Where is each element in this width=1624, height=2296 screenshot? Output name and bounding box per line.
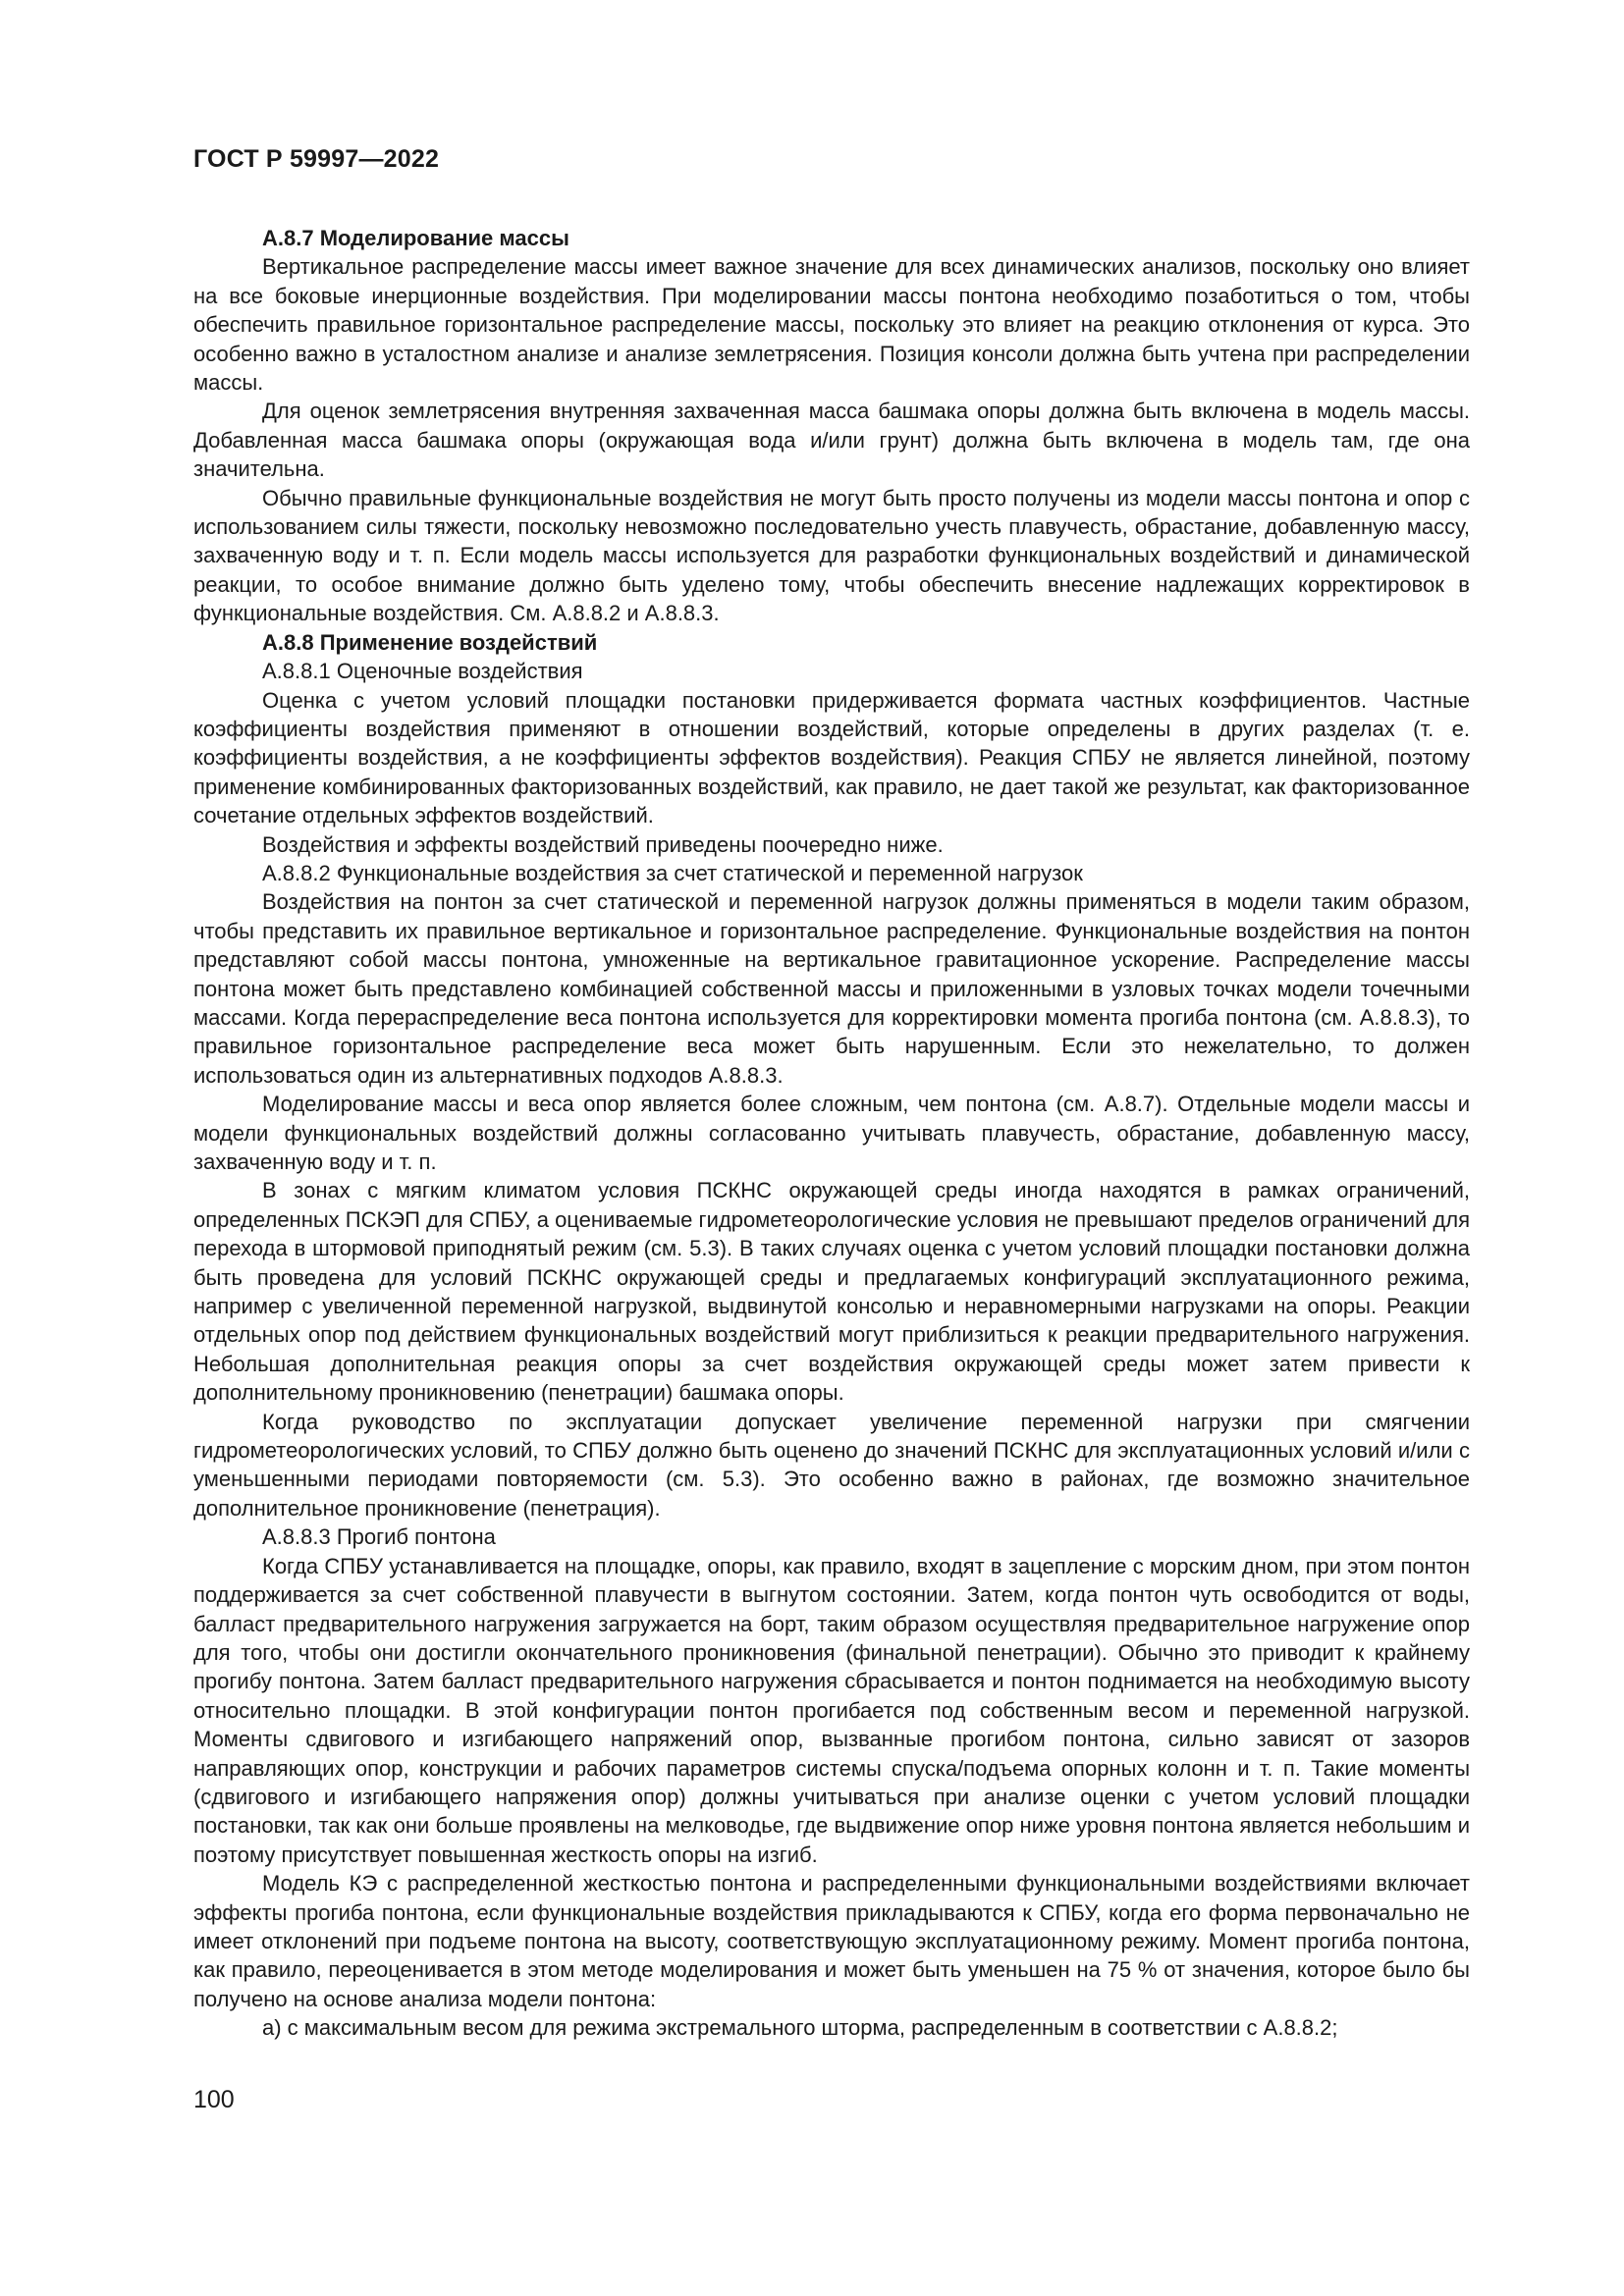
- paragraph: Когда СПБУ устанавливается на площадке, опоры, как правило, входят в зацепление с морским дном, при этом понтон поддерживается за счет собственной плавучести в выгнутом состоянии. Затем, когда понтон чуть освободится от воды, балласт предварительного нагружения загружается на борт, таким образом осуществляя предварительное нагружение опор для того, чтобы они достигли окончательного проникновения (финальной пенетрации). Обычно это приводит к крайнему прогибу понтона. Затем балласт предварительного нагружения сбрасывается и понтон поднимается на необходимую высоту относительно площадки. В этой конфигурации понтон прогибается под собственным весом и переменной нагрузкой. Моменты сдвигового и изгибающего напряжений опор, вызванные прогибом понтона, сильно зависят от зазоров направляющих опор, конструкции и рабочих параметров системы спуска/подъема опорных колонн и т. п. Такие моменты (сдвигового и изгибающего напряжения опор) должны учитываться при анализе оценки с учетом условий площадки постановки, так как они больше проявлены на мелководье, где выдвижение опор ниже уровня понтона является небольшим и поэтому присутствует повышенная жесткость опоры на изгиб.: [193, 1553, 1470, 1867]
- subsection-heading: А.8.8.2 Функциональные воздействия за счет статической и переменной нагрузок: [262, 860, 1083, 885]
- paragraph: В зонах с мягким климатом условия ПСКНС окружающей среды иногда находятся в рамках ограничений, определенных ПСКЭП для СПБУ, а оцениваемые гидрометеорологические условия не превышают пределов ограничений для перехода в штормовой приподнятый режим (см. 5.3). В таких случаях оценка с учетом условий площадки постановки должна быть проведена для условий ПСКНС окружающей среды и предлагаемых конфигураций эксплуатационного режима, например с увеличенной переменной нагрузкой, выдвинутой консолью и неравномерными нагрузками на опоры. Реакции отдельных опор под действием функциональных воздействий могут приблизиться к реакции предварительного нагружения. Небольшая дополнительная реакция опоры за счет воздействия окружающей среды может затем привести к дополнительному проникновению (пенетрации) башмака опоры.: [193, 1178, 1470, 1406]
- paragraph: Когда руководство по эксплуатации допускает увеличение переменной нагрузки при смягчении гидрометеорологических условий, то СПБУ должно быть оценено до значений ПСКНС для эксплуатационных условий и/или с уменьшенными периодами повторяемости (см. 5.3). Это особенно важно в районах, где возможно значительное дополнительное проникновение (пенетрация).: [193, 1409, 1470, 1521]
- paragraph: Моделирование массы и веса опор является более сложным, чем понтона (см. А.8.7). Отдельные модели массы и модели функциональных воздействий должны согласованно учитывать плавучесть, обрастание, добавленную массу, захваченную воду и т. п.: [193, 1092, 1470, 1174]
- subsection-heading: А.8.8.1 Оценочные воздействия: [262, 659, 583, 684]
- paragraph: Оценка с учетом условий площадки постановки придерживается формата частных коэффициентов. Частные коэффициенты воздействия применяют в отношении воздействий, которые определены в других разделах (т. е. коэффициенты воздействия, а не коэффициенты эффектов воздействия). Реакция СПБУ не является линейной, поэтому применение комбинированных факторизованных воздействий, как правило, не дает такой же результат, как факторизованное сочетание отдельных эффектов воздействий.: [193, 687, 1470, 828]
- section-heading: А.8.7 Моделирование массы: [262, 226, 569, 250]
- paragraph: Воздействия на понтон за счет статической и переменной нагрузок должны применяться в модели таким образом, чтобы представить их правильное вертикальное и горизонтальное распределение. Функциональные воздействия на понтон представляют собой массы понтона, умноженные на вертикальное гравитационное ускорение. Распределение массы понтона может быть представлено комбинацией собственной массы и приложенными в узловых точках модели точечными массами. Когда перераспределение веса понтона используется для корректировки момента прогиба понтона (см. А.8.8.3), то правильное горизонтальное распределение веса может быть нарушенным. Если это нежелательно, то должен использоваться один из альтернативных подходов А.8.8.3.: [193, 889, 1470, 1088]
- paragraph: Воздействия и эффекты воздействий приведены поочередно ниже.: [262, 831, 944, 857]
- subsection-heading: А.8.8.3 Прогиб понтона: [262, 1524, 496, 1550]
- document-header: ГОСТ Р 59997—2022: [193, 145, 440, 173]
- paragraph: Для оценок землетрясения внутренняя захваченная масса башмака опоры должна быть включена в модель массы. Добавленная масса башмака опоры (окружающая вода и/или грунт) должна быть включена в модель там, где она значительна.: [193, 399, 1470, 482]
- list-item: а) с максимальным весом для режима экстремального шторма, распределенным в соответствии с А.8.8.2;: [262, 2015, 1338, 2041]
- paragraph: Вертикальное распределение массы имеет важное значение для всех динамических анализов, поскольку оно влияет на все боковые инерционные воздействия. При моделировании массы понтона необходимо позаботиться о том, чтобы обеспечить правильное горизонтальное распределение массы, поскольку это влияет на реакцию отклонения от курса. Это особенно важно в усталостном анализе и анализе землетрясения. Позиция консоли должна быть учтена при распределении массы.: [193, 254, 1470, 396]
- section-heading: А.8.8 Применение воздействий: [262, 629, 598, 655]
- page-number: 100: [193, 2086, 235, 2113]
- paragraph: Обычно правильные функциональные воздействия не могут быть просто получены из модели массы понтона и опор с использованием силы тяжести, поскольку невозможно последовательно учесть плавучесть, обрастание, добавленную массу, захваченную воду и т. п. Если модель массы используется для разработки функциональных воздействий и динамической реакции, то особое внимание должно быть уделено тому, чтобы обеспечить внесение надлежащих корректировок в функциональные воздействия. См. А.8.8.2 и А.8.8.3.: [193, 485, 1470, 626]
- paragraph: Модель КЭ с распределенной жесткостью понтона и распределенными функциональными воздействиями включает эффекты прогиба понтона, если функциональные воздействия прикладываются к СПБУ, когда его форма первоначально не имеет отклонений при подъеме понтона на высоту, соответствующую эксплуатационному режиму. Момент прогиба понтона, как правило, переоценивается в этом методе моделирования и может быть уменьшен на 75 % от значения, которое было бы получено на основе анализа модели понтона:: [193, 1871, 1470, 2011]
- document-body: [193, 224, 1470, 2043]
